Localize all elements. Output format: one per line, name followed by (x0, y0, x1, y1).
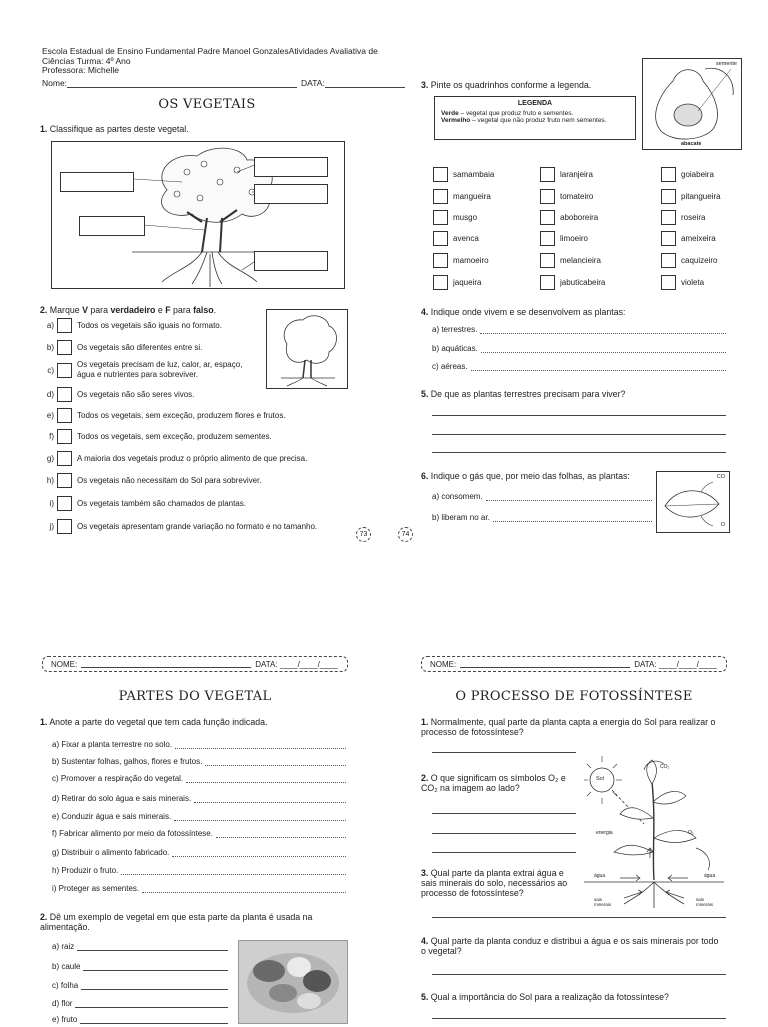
plant-checkbox[interactable] (433, 189, 448, 204)
vf-item-h (40, 473, 262, 488)
q2-number: 2. (40, 305, 48, 315)
q4-text: Indique onde vivem e se desenvolvem as plantas: (430, 307, 626, 317)
partes-q2-e (52, 1013, 228, 1024)
foto-q2 (421, 773, 571, 793)
q3-text: Pinte os quadrinhos conforme a legenda. (430, 80, 592, 90)
q5-plantas-terrestres (421, 389, 625, 399)
vf-item-g (40, 451, 307, 466)
vf-item-c (40, 360, 257, 380)
plant-label: pitangueira (681, 192, 721, 201)
avocado-label-name: abacate (681, 141, 702, 147)
partes-q1-item-label: i) Proteger as sementes. (52, 884, 140, 893)
data-label: DATA: ____/____/____ (255, 659, 338, 669)
foto-q1-answer[interactable] (432, 752, 576, 753)
plant-checkbox[interactable] (433, 231, 448, 246)
plant-laranjeira (540, 167, 593, 182)
plant-label: violeta (681, 278, 705, 287)
q4-b-label: b) aquáticas. (432, 344, 478, 353)
plant-checkbox[interactable] (540, 275, 555, 290)
label-box-flor[interactable] (254, 157, 328, 177)
photosynthesis-diagram (584, 752, 724, 914)
q3-pinte (421, 80, 591, 90)
q2-text-d: para (170, 305, 194, 315)
vf-text: Todos os vegetais são iguais no formato. (77, 321, 222, 330)
legend-verde (441, 110, 629, 117)
foto-q4 (421, 936, 721, 956)
label-box-caule[interactable] (79, 216, 145, 236)
partes-q1-text: Anote a parte do vegetal que tem cada função indicada. (49, 717, 268, 727)
partes-q1-item-label: a) Fixar a planta terrestre no solo. (52, 740, 173, 749)
q4-c-label: c) aéreas. (432, 362, 468, 371)
q4-a-row (432, 323, 726, 334)
plant-label: tomateiro (560, 192, 594, 201)
partes-q2-b (52, 960, 228, 971)
vf-text: Os vegetais não necessitam do Sol para sobreviver. (77, 476, 262, 485)
diagram-agua-left-label: água (594, 873, 606, 879)
vf-text: Todos os vegetais, sem exceção, produzem sementes. (77, 432, 272, 441)
vegetables-photo (238, 940, 348, 1024)
partes-q1-item-label: e) Conduzir água e sais minerais. (52, 812, 172, 821)
vf-letter: a) (46, 321, 54, 330)
name-date-box-left (42, 656, 348, 672)
partes-q1-d (52, 792, 346, 803)
nome-label: NOME: (430, 659, 457, 669)
avocado-icon (643, 59, 741, 149)
vf-text: Os vegetais não são seres vivos. (77, 390, 195, 399)
foto-q3-number: 3. (421, 868, 429, 878)
vf-letter: c) (47, 365, 54, 375)
plant-checkbox[interactable] (661, 275, 676, 290)
legend-verde-text: – vegetal que produz fruto e sementes. (458, 110, 574, 117)
plant-goiabeira (661, 167, 714, 182)
plant-checkbox[interactable] (433, 275, 448, 290)
leaf-o2-label: O (720, 522, 725, 528)
date-field[interactable] (325, 78, 405, 88)
plant-label: mamoeiro (453, 256, 489, 265)
plant-melancieira (540, 253, 601, 268)
partes-q2-a (52, 940, 228, 951)
partes-q1-f (52, 827, 346, 838)
date-label: DATA: (301, 77, 325, 88)
plant-label: mangueira (453, 192, 491, 201)
plant-mamoeiro (433, 253, 489, 268)
partes-q1-a (52, 738, 346, 749)
q2-verdadeiro-falso (40, 305, 216, 315)
q5-answer-line[interactable] (432, 415, 726, 416)
plant-checkbox[interactable] (540, 210, 555, 225)
q1-os-vegetais (40, 124, 189, 134)
school-header (42, 47, 402, 76)
vf-item-e (40, 408, 286, 423)
partes-q1-number: 1. (40, 717, 48, 727)
avocado-box (642, 58, 742, 150)
partes-q2-answer[interactable] (83, 962, 228, 971)
plant-checkbox[interactable] (661, 231, 676, 246)
partes-q1-answer[interactable] (174, 812, 346, 821)
q5-answer-line[interactable] (432, 452, 726, 453)
vf-text: A maioria dos vegetais produz o próprio alimento de que precisa. (77, 454, 308, 463)
q2-text-e: . (213, 305, 217, 315)
q5-number: 5. (421, 389, 429, 399)
plant-checkbox[interactable] (661, 189, 676, 204)
partes-q2-number: 2. (40, 912, 48, 922)
partes-q1-item-label: b) Sustentar folhas, galhos, flores e frutos. (52, 757, 203, 766)
header-line-3: Professora: Michelle (42, 65, 120, 75)
plant-samambaia (433, 167, 494, 182)
leaf-gas-box (656, 471, 730, 533)
diagram-o2-label: O₂ (688, 830, 694, 836)
partes-q1-answer[interactable] (186, 774, 346, 783)
vf-letter: f) (49, 432, 54, 441)
label-box-fruto[interactable] (60, 172, 134, 192)
q6-gas (421, 471, 630, 481)
partes-q1-answer[interactable] (172, 848, 346, 857)
q2-f: F (165, 305, 171, 315)
vf-letter: h) (46, 476, 54, 485)
leaf-co2-label: CO (716, 474, 725, 480)
plant-label: jaqueira (453, 278, 482, 287)
nome-field[interactable] (81, 660, 251, 668)
partes-q1-e (52, 810, 346, 821)
partes-q1-item-label: c) Promover a respiração do vegetal. (52, 774, 184, 783)
diagram-sais-right-label: sais minerais (696, 897, 714, 907)
vf-letter: i) (49, 499, 54, 508)
name-date-box-right (421, 656, 727, 672)
vf-letter: d) (46, 390, 54, 399)
diagram-sais-left-label: sais minerais (594, 897, 612, 907)
foto-q2-text: O que significam os símbolos O₂ e CO₂ na imagem ao lado? (421, 773, 566, 793)
foto-q1-text: Normalmente, qual parte da planta capta a energia do Sol para realizar o processo de fotossíntese? (421, 717, 716, 737)
avocado-label-seed: semente (715, 61, 737, 67)
diagram-agua-right-label: água (704, 873, 716, 879)
nome-label: NOME: (51, 659, 78, 669)
vf-item-f (40, 429, 272, 444)
q1-text: Classifique as partes deste vegetal. (49, 124, 189, 134)
foto-q4-answer[interactable] (432, 974, 726, 975)
foto-q2-answer[interactable] (432, 813, 576, 814)
q2-text-c: e (155, 305, 166, 315)
partes-q1-answer[interactable] (205, 757, 346, 766)
plant-checkbox[interactable] (540, 253, 555, 268)
q6-a-answer[interactable] (486, 492, 652, 501)
q6-text: Indique o gás que, por meio das folhas, as plantas: (430, 471, 630, 481)
q6-number: 6. (421, 471, 429, 481)
q4-c-answer[interactable] (471, 362, 726, 371)
plant-label: ameixeira (681, 234, 716, 243)
partes-q2-item-label: c) folha (52, 981, 79, 990)
plant-violeta (661, 275, 704, 290)
partes-q2-c (52, 979, 228, 990)
header-line-2: Ciências Turma: 4º Ano (42, 55, 131, 66)
q6-b-label: b) liberam no ar. (432, 513, 490, 522)
plant-label: caquizeiro (681, 256, 718, 265)
partes-q1-i (52, 882, 346, 893)
vf-item-a (40, 318, 222, 333)
partes-q2-item-label: a) raiz (52, 942, 75, 951)
foto-q3-answer[interactable] (432, 917, 726, 918)
foto-q5-answer[interactable] (432, 1018, 726, 1019)
partes-q1-g (52, 846, 346, 857)
vf-text: Todos os vegetais, sem exceção, produzem flores e frutos. (77, 411, 286, 420)
name-label: Nome: (42, 77, 68, 88)
vf-text: Os vegetais apresentam grande variação no formato e no tamanho. (77, 522, 318, 531)
page-number-73: 73 (356, 527, 371, 542)
partes-q1-h (52, 864, 346, 875)
foto-q5 (421, 992, 721, 1002)
legend-box (434, 96, 636, 140)
vf-item-j (40, 519, 317, 534)
page-number-74: 74 (398, 527, 413, 542)
partes-q1-item-label: d) Retirar do solo água e sais minerais. (52, 794, 192, 803)
partes-q1-item-label: g) Distribuir o alimento fabricado. (52, 848, 170, 857)
vf-text: Os vegetais também são chamados de plantas. (77, 499, 246, 508)
plant-checkbox[interactable] (433, 210, 448, 225)
plant-label: jabuticabeira (560, 278, 606, 287)
plant-mangueira (433, 189, 491, 204)
page-title-os-vegetais: OS VEGETAIS (158, 97, 256, 112)
leaf-icon (657, 472, 729, 532)
legend-verde-label: Verde (441, 110, 459, 117)
vf-letter: g) (46, 454, 54, 463)
partes-q2-item-label: b) caule (52, 962, 81, 971)
q1-number: 1. (40, 124, 48, 134)
partes-q1-item-label: f) Fabricar alimento por meio da fotossíntese. (52, 829, 213, 838)
legend-title: LEGENDA (517, 100, 553, 107)
foto-q3 (421, 868, 571, 898)
foto-q1-number: 1. (421, 717, 429, 727)
plant-checkbox[interactable] (661, 167, 676, 182)
q4-b-row (432, 342, 726, 353)
page-title-fotossintese: O PROCESSO DE FOTOSSÍNTESE (455, 689, 693, 704)
q5-answer-line[interactable] (432, 434, 726, 435)
q4-c-row (432, 360, 726, 371)
plant-jaqueira (433, 275, 481, 290)
q6-a-row (432, 490, 652, 501)
vf-letter: b) (46, 343, 54, 352)
plant-label: aboboreira (560, 213, 599, 222)
vf-item-d (40, 387, 194, 402)
small-tree-box (266, 309, 348, 389)
plant-checkbox[interactable] (661, 210, 676, 225)
plant-checkbox[interactable] (540, 189, 555, 204)
partes-q2-answer[interactable] (81, 981, 228, 990)
vf-text: Os vegetais são diferentes entre si. (77, 343, 203, 352)
partes-q2-text: Dê um exemplo de vegetal em que esta parte da planta é usada na alimentação. (40, 912, 313, 932)
plant-checkbox[interactable] (540, 167, 555, 182)
vf-checkbox[interactable] (57, 408, 72, 423)
data-label: DATA: ____/____/____ (634, 659, 717, 669)
foto-q4-number: 4. (421, 936, 429, 946)
vf-letter: e) (46, 411, 54, 420)
label-box-raiz[interactable] (254, 251, 328, 271)
plant-label: samambaia (453, 170, 495, 179)
vf-checkbox[interactable] (57, 473, 72, 488)
plant-checkbox[interactable] (661, 253, 676, 268)
vf-text: Os vegetais precisam de luz, calor, ar, espaço, água e nutrientes para sobreviver. (77, 360, 243, 379)
plant-limoeiro (540, 231, 588, 246)
vf-checkbox[interactable] (57, 429, 72, 444)
small-tree-icon (267, 310, 347, 388)
plant-label: melancieira (560, 256, 601, 265)
foto-q3-text: Qual parte da planta extrai água e sais minerais do solo, necessários ao processo de fotossíntese? (421, 868, 568, 898)
header-line-1: Escola Estadual de Ensino Fundamental Padre Manoel GonzalesAtividades Avaliativa de (42, 46, 378, 56)
name-field[interactable] (67, 78, 297, 88)
vf-letter: j) (49, 522, 54, 531)
vf-item-b (40, 340, 202, 355)
label-box-folha[interactable] (254, 184, 328, 204)
plant-label: limoeiro (560, 234, 589, 243)
partes-q1 (40, 717, 267, 727)
foto-q5-text: Qual a importância do Sol para a realização da fotossíntese? (430, 992, 669, 1002)
partes-q2-d (52, 997, 228, 1008)
foto-q2-answer[interactable] (432, 852, 576, 853)
partes-q1-answer[interactable] (216, 829, 346, 838)
partes-q1-answer[interactable] (142, 884, 346, 893)
vf-checkbox[interactable] (57, 451, 72, 466)
plant-label: laranjeira (560, 170, 593, 179)
partes-q2-answer[interactable] (77, 942, 228, 951)
plant-pitangueira (661, 189, 721, 204)
plant-label: musgo (453, 213, 478, 222)
legend-vermelho-text: – vegetal que não produz fruto nem sementes. (470, 117, 607, 124)
q2-verdadeiro: verdadeiro (110, 305, 156, 315)
vf-checkbox[interactable] (57, 519, 72, 534)
partes-q1-c (52, 772, 346, 783)
partes-q2-item-label: e) fruto (52, 1015, 78, 1024)
legend-vermelho (441, 117, 629, 124)
nome-field[interactable] (460, 660, 630, 668)
q6-a-label: a) consomem. (432, 492, 483, 501)
plant-avenca (433, 231, 479, 246)
q4-onde-vivem (421, 307, 625, 317)
plant-label: roseira (681, 213, 706, 222)
plant-aboboreira (540, 210, 598, 225)
foto-q5-number: 5. (421, 992, 429, 1002)
partes-q1-answer[interactable] (194, 794, 346, 803)
tree-diagram-box (51, 141, 345, 289)
foto-q4-text: Qual parte da planta conduz e distribui a água e os sais minerais por todo o vegetal? (421, 936, 719, 956)
partes-q2-answer[interactable] (80, 1015, 228, 1024)
q6-b-answer[interactable] (493, 513, 652, 522)
plant-label: avenca (453, 234, 479, 243)
q4-a-label: a) terrestres. (432, 325, 478, 334)
plant-label: goiabeira (681, 170, 714, 179)
vf-checkbox[interactable] (57, 496, 72, 511)
diagram-sol-label: Sol (596, 776, 604, 782)
foto-q1 (421, 717, 721, 737)
plant-tomateiro (540, 189, 593, 204)
q4-number: 4. (421, 307, 429, 317)
plant-ameixeira (661, 231, 716, 246)
q2-text-b: para (87, 305, 111, 315)
plant-caquizeiro (661, 253, 717, 268)
name-date-row (42, 78, 410, 88)
plant-musgo (433, 210, 477, 225)
q5-text: De que as plantas terrestres precisam para viver? (430, 389, 626, 399)
legend-vermelho-label: Vermelho (441, 117, 471, 124)
q3-number: 3. (421, 80, 429, 90)
vegetables-photo-icon (239, 941, 347, 1025)
q2-text-a: Marque (49, 305, 83, 315)
vf-checkbox[interactable] (57, 387, 72, 402)
partes-q2 (40, 912, 340, 932)
plant-checkbox[interactable] (540, 231, 555, 246)
vf-checkbox[interactable] (57, 340, 72, 355)
foto-q2-number: 2. (421, 773, 429, 783)
partes-q2-answer[interactable] (75, 999, 228, 1008)
vf-checkbox[interactable] (57, 363, 72, 378)
partes-q1-answer[interactable] (121, 866, 346, 875)
plant-checkbox[interactable] (433, 167, 448, 182)
vf-item-i (40, 496, 246, 511)
partes-q1-item-label: h) Produzir o fruto. (52, 866, 119, 875)
plant-checkbox[interactable] (433, 253, 448, 268)
diagram-co2-label: CO₂ (660, 764, 670, 770)
vf-checkbox[interactable] (57, 318, 72, 333)
q4-a-answer[interactable] (480, 325, 726, 334)
q6-b-row (432, 511, 652, 522)
diagram-energia-label: energia (596, 830, 613, 836)
partes-q1-answer[interactable] (175, 740, 346, 749)
partes-q1-b (52, 755, 346, 766)
page-title-partes-do-vegetal: PARTES DO VEGETAL (118, 689, 272, 704)
q4-b-answer[interactable] (481, 344, 726, 353)
partes-q2-item-label: d) flor (52, 999, 73, 1008)
foto-q2-answer[interactable] (432, 833, 576, 834)
plant-jabuticabeira (540, 275, 605, 290)
q2-v: V (82, 305, 88, 315)
plant-roseira (661, 210, 705, 225)
q2-falso: falso (193, 305, 214, 315)
